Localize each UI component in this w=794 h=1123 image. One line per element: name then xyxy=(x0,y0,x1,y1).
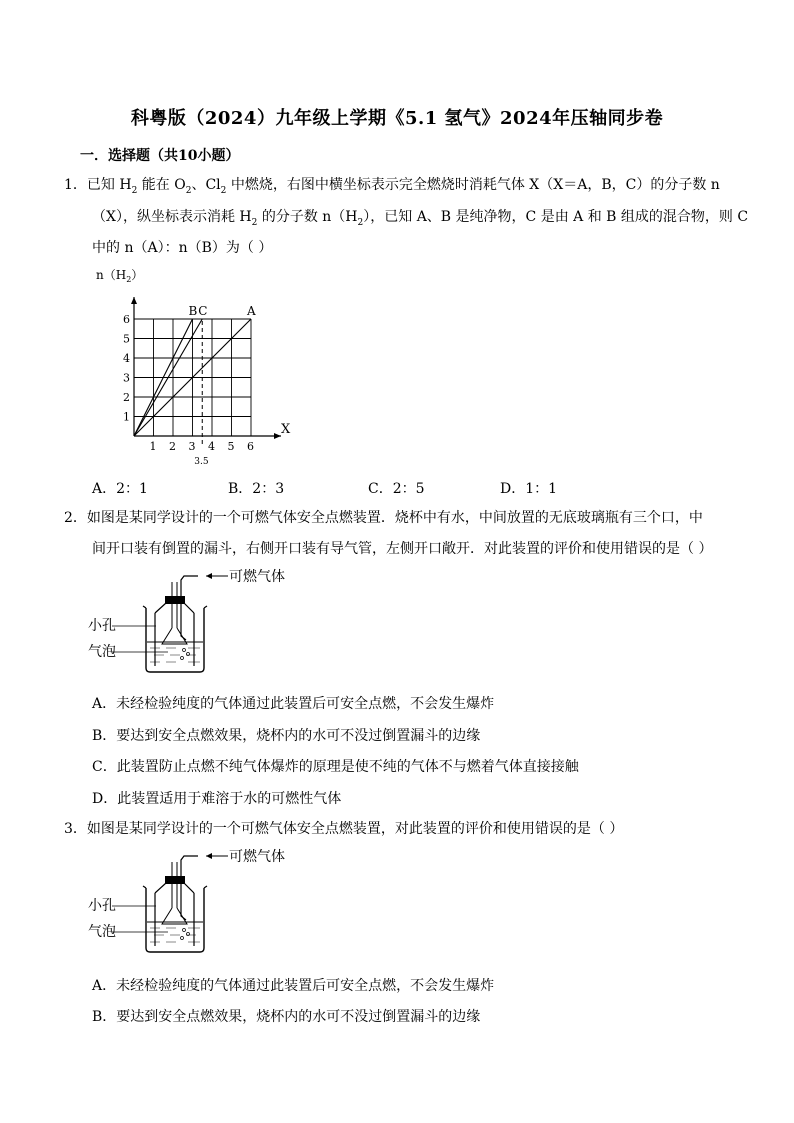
x-tick-label: 3 xyxy=(188,440,196,453)
q2-number: 2． xyxy=(64,510,87,526)
x-tick-label: 5 xyxy=(227,440,235,453)
page-title: 科粤版（2024）九年级上学期《5.1 氢气》2024年压轴同步卷 xyxy=(130,108,664,129)
x-tick-label: 6 xyxy=(247,440,254,453)
apparatus-2-label-bubble: 气泡 xyxy=(88,924,116,940)
chart-y-label: $n(H_2)$ xyxy=(96,268,144,284)
q3-option-a[interactable]: A．未经检验纯度的气体通过此装置后可安全点燃，不会发生爆炸 xyxy=(92,978,495,994)
y-axis-arrow xyxy=(131,297,137,304)
q1-number: 1． xyxy=(64,177,87,193)
q1-line-3: 中的 n（A）：n（B）为（ ） xyxy=(92,240,273,256)
apparatus-label-gas: 可燃气体 xyxy=(229,569,285,585)
y-tick-label: 4 xyxy=(123,352,130,365)
q3-line-1: 3．如图是某同学设计的一个可燃气体安全点燃装置，对此装置的评价和使用错误的是（ ） xyxy=(64,821,624,837)
section-heading: 一．选择题（共10小题） xyxy=(80,148,240,164)
y-tick-label: 3 xyxy=(123,371,130,385)
q1-line-1: 1．已知 $H_2$ 能在 $O_2$、$Cl_2$ 中燃烧，右图中横坐标表示完全燃烧时消耗气体 X（X＝A，B，C）的分子数 n xyxy=(64,177,720,196)
q1-option-c[interactable]: C．2：5 xyxy=(368,481,425,497)
x-tick-label: 1 xyxy=(149,440,157,453)
q2-option-d[interactable]: D．此装置适用于难溶于水的可燃性气体 xyxy=(92,791,342,807)
y-tick-label: 1 xyxy=(123,410,130,424)
apparatus-figure-2 xyxy=(88,848,318,958)
x-tick-label: 4 xyxy=(208,440,215,453)
apparatus-2-label-hole: 小孔 xyxy=(88,898,116,914)
q2-line-2: 间开口装有倒置的漏斗，右侧开口装有导气管，左侧开口敞开．对此装置的评价和使用错误的是（ ） xyxy=(92,541,713,557)
q3-option-b[interactable]: B．要达到安全点燃效果，烧杯内的水可不没过倒置漏斗的边缘 xyxy=(92,1009,481,1025)
series-label-A: A xyxy=(247,304,256,318)
chart-x-label: X xyxy=(281,422,291,437)
x-axis-arrow xyxy=(274,433,281,439)
q1-option-a[interactable]: A．2：1 xyxy=(92,481,148,497)
q2-option-c[interactable]: C．此装置防止点燃不纯气体爆炸的原理是使不纯的气体不与燃着气体直接接触 xyxy=(92,759,579,775)
x-tick-label: 2 xyxy=(169,440,176,453)
series-label-B: B xyxy=(188,304,198,318)
y-tick-label: 2 xyxy=(123,391,130,404)
q1-line-2: （X），纵坐标表示消耗 $H_2$ 的分子数 $n(H_2)$，已知 A、B 是纯净物，C 是由 A 和 B 组成的混合物，则 C xyxy=(92,209,749,228)
q1-option-d[interactable]: D．1：1 xyxy=(500,481,558,497)
apparatus-label-hole: 小孔 xyxy=(88,618,116,634)
x-tick-label-3-5: 3.5 xyxy=(194,457,209,467)
q2-option-b[interactable]: B．要达到安全点燃效果，烧杯内的水可不没过倒置漏斗的边缘 xyxy=(92,728,481,744)
apparatus-2-label-gas: 可燃气体 xyxy=(229,849,285,865)
y-tick-label: 5 xyxy=(123,332,130,346)
q2-line-1: 2．如图是某同学设计的一个可燃气体安全点燃装置．烧杯中有水，中间放置的无底玻璃瓶有三个口，中 xyxy=(64,510,703,526)
q3-number: 3． xyxy=(64,821,87,837)
apparatus-label-bubble: 气泡 xyxy=(88,644,116,660)
apparatus-figure xyxy=(88,568,318,678)
chart xyxy=(88,265,308,470)
q1-option-b[interactable]: B．2：3 xyxy=(228,481,285,497)
series-label-C: C xyxy=(198,304,208,318)
q2-option-a[interactable]: A．未经检验纯度的气体通过此装置后可安全点燃，不会发生爆炸 xyxy=(92,696,495,712)
y-tick-label: 6 xyxy=(123,313,130,326)
